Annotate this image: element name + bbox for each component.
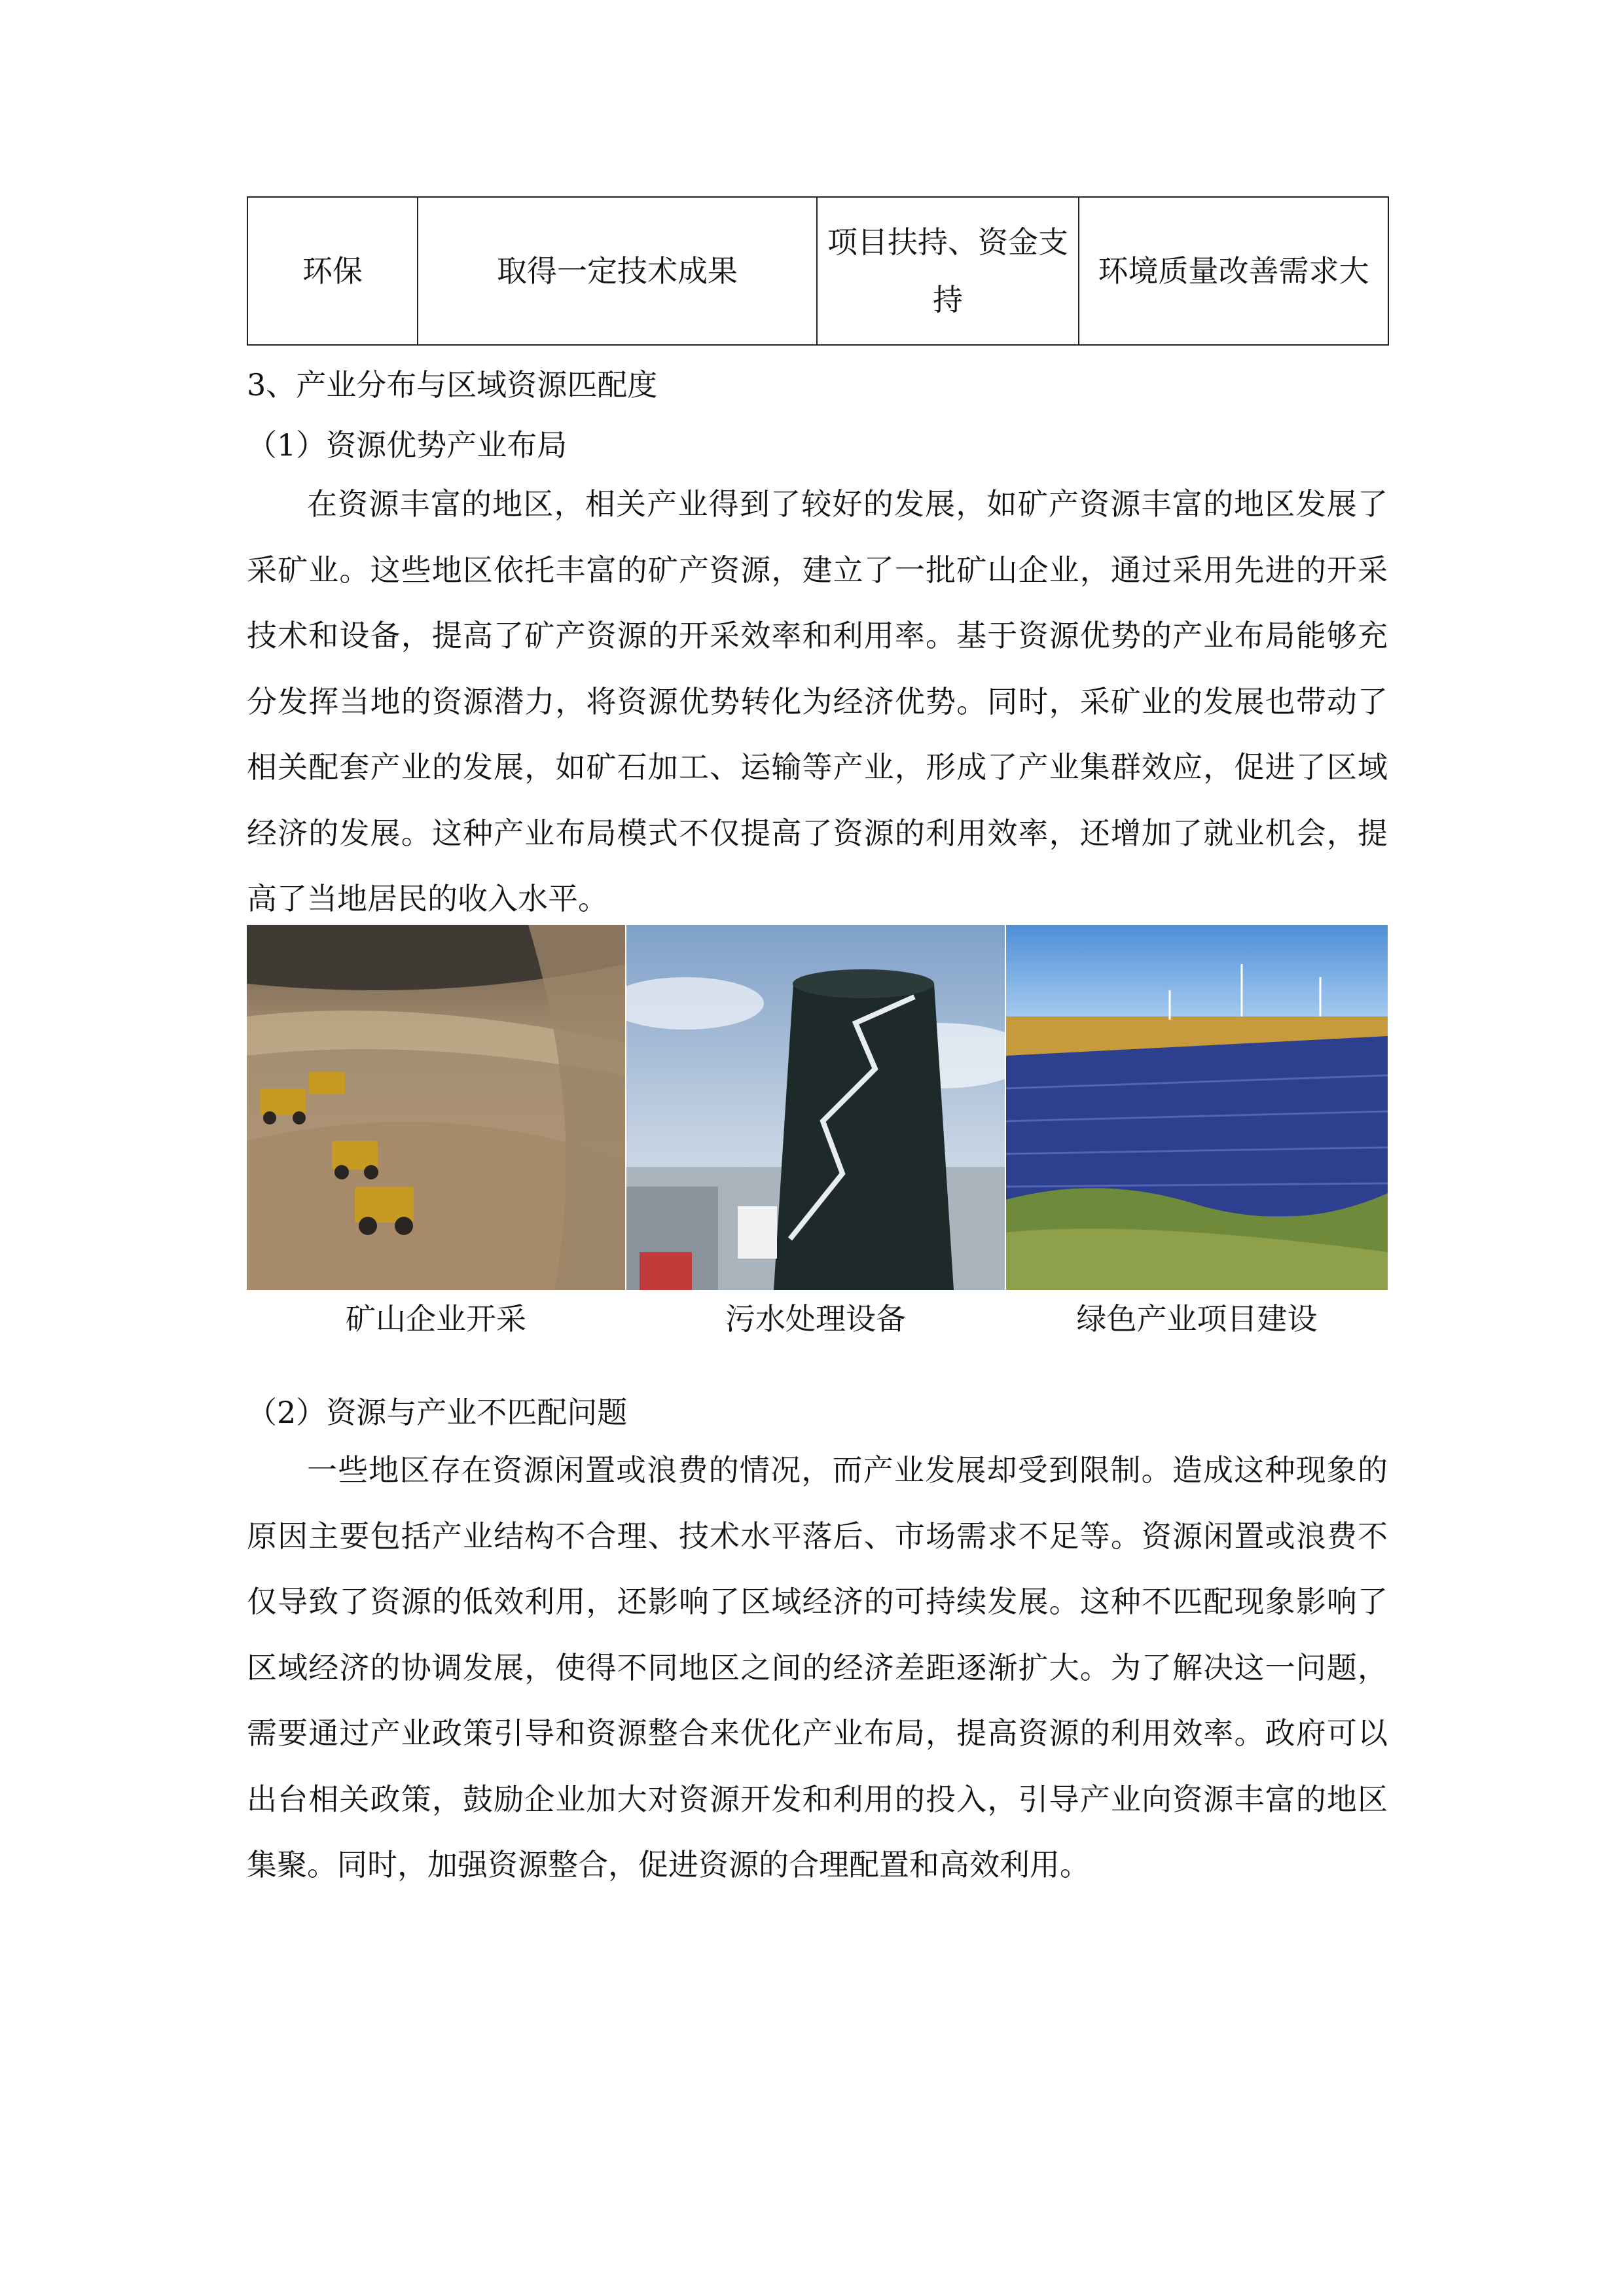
table-row <box>247 197 1388 345</box>
subsection-heading-1: （1）资源优势产业布局 <box>247 427 568 463</box>
solar-farm-photo <box>1006 925 1388 1290</box>
policy-table <box>247 196 1389 346</box>
paragraph-resource-mismatch: 一些地区存在资源闲置或浪费的情况，而产业发展却受到限制。造成这种现象的原因主要包括产业结构不合理、技术水平落后、市场需求不足等。资源闲置或浪费不仅导致了资源的低效利用，还影响了区域经济的可持续发展。这种不匹配现象影响了区域经济的协调发展，使得不同地区之间的经济差距逐渐扩大。为了解决这一问题，需要通过产业政策引导和资源整合来优化产业布局，提高资源的利用效率。政府可以出台相关政策，鼓励企业加大对资源开发和利用的投入，引导产业向资源丰富的地区集聚。同时，加强资源整合，促进资源的合理配置和高效利用。 <box>247 1452 1388 1882</box>
table-cell-demand: 环境质量改善需求大 <box>1079 197 1388 345</box>
figure-caption-sewage: 污水处理设备 <box>725 1301 906 1336</box>
section-heading: 3、产业分布与区域资源匹配度 <box>247 367 658 403</box>
figure-caption-green: 绿色产业项目建设 <box>1076 1301 1318 1336</box>
figure-caption-mining: 矿山企业开采 <box>346 1301 526 1336</box>
table-cell-achievement: 取得一定技术成果 <box>418 197 817 345</box>
subsection-heading-2: （2）资源与产业不匹配问题 <box>247 1395 628 1430</box>
table-cell-industry: 环保 <box>247 197 418 345</box>
mining-trucks-photo <box>247 925 625 1290</box>
paragraph-resource-advantage: 在资源丰富的地区，相关产业得到了较好的发展，如矿产资源丰富的地区发展了采矿业。这些地区依托丰富的矿产资源，建立了一批矿山企业，通过采用先进的开采技术和设备，提高了矿产资源的开采效率和利用率。基于资源优势的产业布局能够充分发挥当地的资源潜力，将资源优势转化为经济优势。同时，采矿业的发展也带动了相关配套产业的发展，如矿石加工、运输等产业，形成了产业集群效应，促进了区域经济的发展。这种产业布局模式不仅提高了资源的利用效率，还增加了就业机会，提高了当地居民的收入水平。 <box>247 486 1388 916</box>
table-cell-support: 项目扶持、资金支持 <box>817 197 1079 345</box>
sewage-tank-photo <box>626 925 1005 1290</box>
